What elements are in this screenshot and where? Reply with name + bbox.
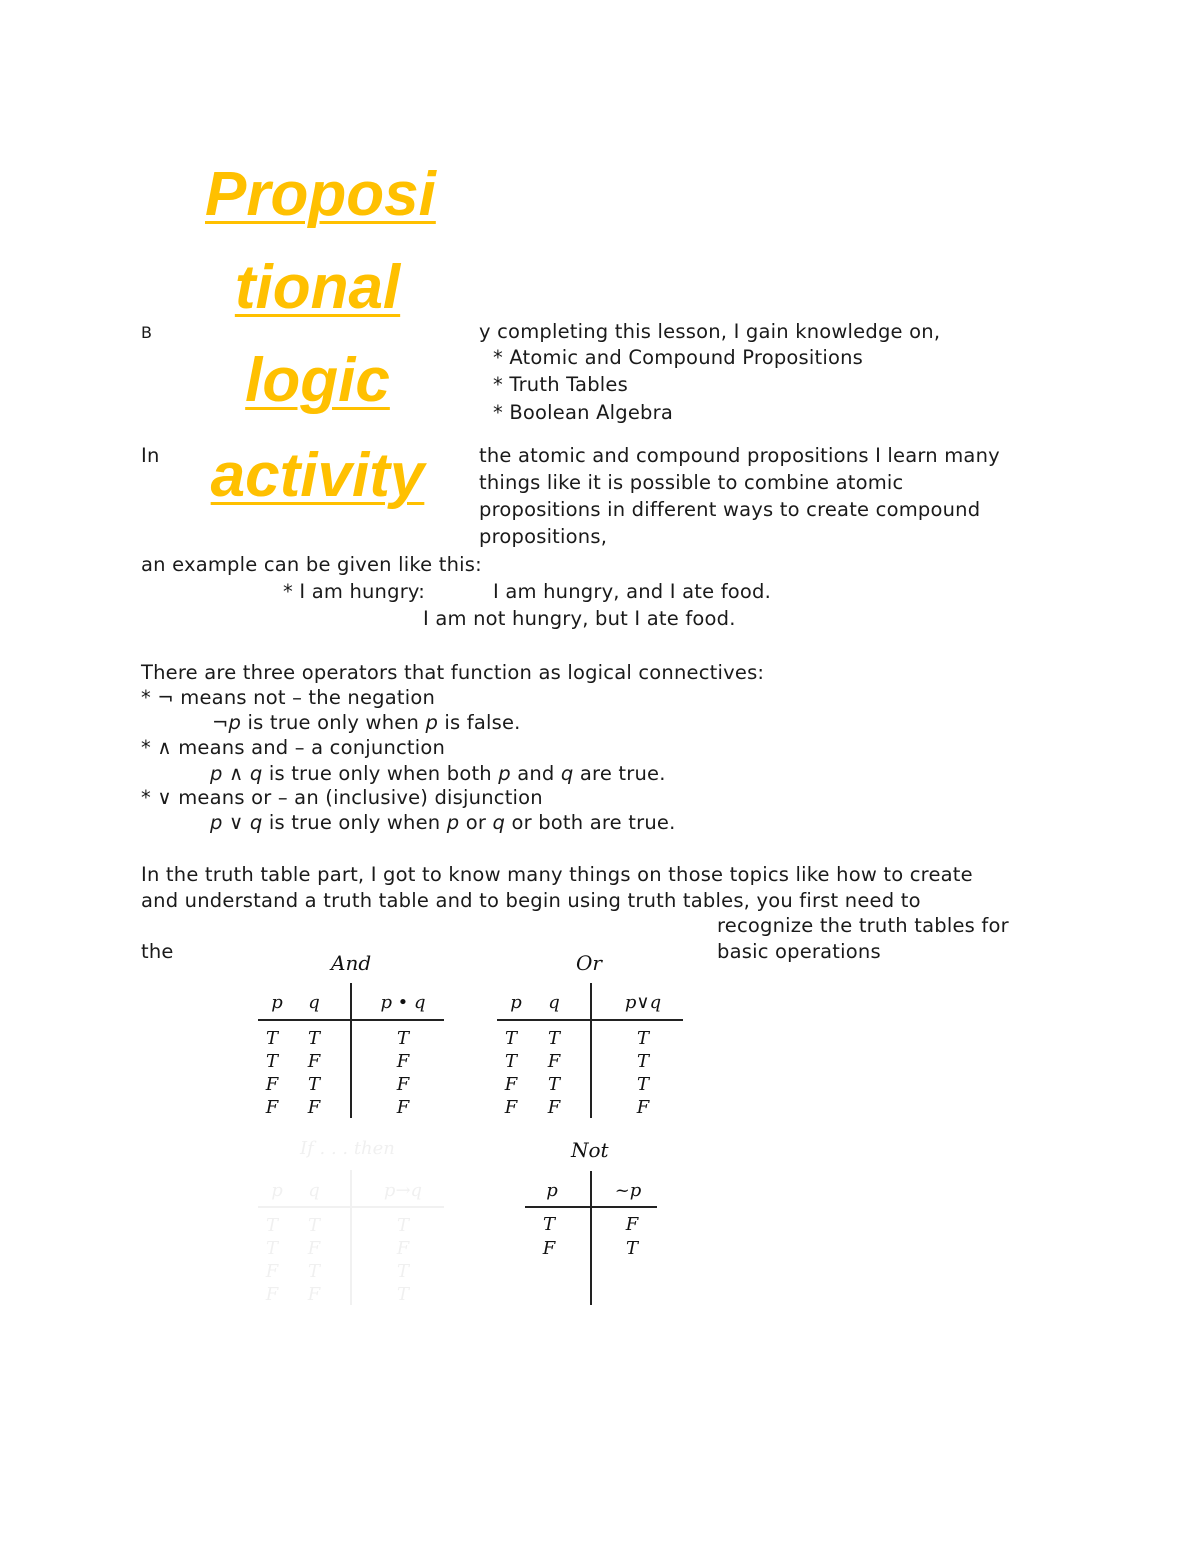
table-header: q: [308, 992, 320, 1013]
example-result-2: I am not hungry, but I ate food.: [423, 607, 736, 630]
table-cell: F: [625, 1214, 639, 1235]
table-cell: T: [265, 1238, 278, 1259]
table-title: Or: [576, 951, 602, 975]
title-line-3: logic: [245, 346, 390, 415]
para1-line: propositions in different ways to create compound: [479, 498, 981, 521]
truth-para-line: recognize the truth tables for: [717, 914, 1009, 937]
truth-para-line: and understand a truth table and to begin using truth tables, you first need to: [141, 889, 921, 912]
title-line-4: activity: [210, 441, 425, 510]
table-cell: T: [504, 1051, 517, 1072]
table-rule: [350, 1170, 352, 1305]
table-cell: T: [307, 1215, 320, 1236]
table-header: p: [510, 992, 522, 1013]
intro-line: y completing this lesson, I gain knowledge on,: [479, 320, 941, 343]
table-header: p: [271, 992, 283, 1013]
table-cell: F: [307, 1284, 321, 1305]
table-cell: T: [504, 1028, 517, 1049]
table-cell: T: [636, 1074, 649, 1095]
para1-line: things like it is possible to combine atomic: [479, 471, 904, 494]
table-cell: T: [396, 1215, 409, 1236]
table-cell: T: [542, 1214, 555, 1235]
table-cell: T: [307, 1261, 320, 1282]
example-result-1: I am hungry, and I ate food.: [493, 580, 772, 603]
table-cell: T: [625, 1238, 638, 1259]
table-cell: F: [396, 1051, 410, 1072]
operator-or: * ∨ means or – an (inclusive) disjunction: [141, 786, 543, 809]
drop-letter: B: [141, 323, 152, 342]
table-cell: T: [307, 1028, 320, 1049]
table-cell: F: [547, 1051, 561, 1072]
table-cell: F: [307, 1097, 321, 1118]
table-header: p∨q: [624, 992, 662, 1013]
table-cell: T: [265, 1215, 278, 1236]
example-line: an example can be given like this:: [141, 553, 482, 576]
table-cell: T: [265, 1028, 278, 1049]
table-rule: [590, 1171, 592, 1305]
table-cell: T: [265, 1051, 278, 1072]
table-rule: [590, 983, 592, 1118]
operators-intro: There are three operators that function as logical connectives:: [141, 661, 765, 684]
bullet-item: * Truth Tables: [493, 373, 628, 396]
table-cell: T: [547, 1074, 560, 1095]
para1-lead: In: [141, 444, 160, 467]
table-header: p • q: [380, 992, 426, 1013]
truth-para-line: basic operations: [717, 940, 881, 963]
table-cell: F: [504, 1074, 518, 1095]
table-cell: T: [636, 1051, 649, 1072]
table-cell: T: [307, 1074, 320, 1095]
table-header: q: [548, 992, 560, 1013]
table-cell: F: [265, 1284, 279, 1305]
operator-not: * ¬ means not – the negation: [141, 686, 436, 709]
table-header: p: [271, 1180, 283, 1201]
truth-para-line: In the truth table part, I got to know many things on those topics like how to create: [141, 863, 973, 886]
table-cell: F: [636, 1097, 650, 1118]
table-cell: F: [396, 1238, 410, 1259]
table-cell: F: [547, 1097, 561, 1118]
table-cell: F: [542, 1238, 556, 1259]
para1-line: the atomic and compound propositions I learn many: [479, 444, 1000, 467]
table-cell: F: [396, 1074, 410, 1095]
title-line-2: tional: [234, 253, 401, 322]
table-header: p: [546, 1180, 558, 1201]
table-cell: T: [396, 1028, 409, 1049]
operator-and-desc: p ∧ q is true only when both p and q are true.: [210, 762, 666, 785]
table-cell: F: [396, 1097, 410, 1118]
bullet-item: * Atomic and Compound Propositions: [493, 346, 864, 369]
table-cell: T: [547, 1028, 560, 1049]
table-cell: F: [504, 1097, 518, 1118]
operator-or-desc: p ∨ q is true only when p or q or both are true.: [210, 811, 676, 834]
table-cell: F: [265, 1074, 279, 1095]
table-cell: F: [265, 1097, 279, 1118]
operator-not-desc: ¬p is true only when p is false.: [212, 711, 521, 734]
table-cell: F: [265, 1261, 279, 1282]
para1-line: propositions,: [479, 525, 608, 548]
table-header: p→q: [383, 1180, 423, 1201]
table-header: q: [308, 1180, 320, 1201]
table-cell: T: [636, 1028, 649, 1049]
table-title: And: [331, 951, 372, 975]
truth-para-lead: the: [141, 940, 174, 963]
table-title: If . . . then: [300, 1138, 395, 1159]
table-cell: T: [396, 1261, 409, 1282]
table-rule: [350, 983, 352, 1118]
table-title: Not: [571, 1138, 609, 1162]
bullet-item: * Boolean Algebra: [493, 401, 673, 424]
table-cell: F: [307, 1238, 321, 1259]
table-cell: T: [396, 1284, 409, 1305]
operator-and: * ∧ means and – a conjunction: [141, 736, 446, 759]
title-line-1: Proposi: [205, 160, 436, 229]
table-cell: F: [307, 1051, 321, 1072]
example-item: * I am hungry:: [283, 580, 426, 603]
table-header: ~p: [614, 1180, 642, 1201]
